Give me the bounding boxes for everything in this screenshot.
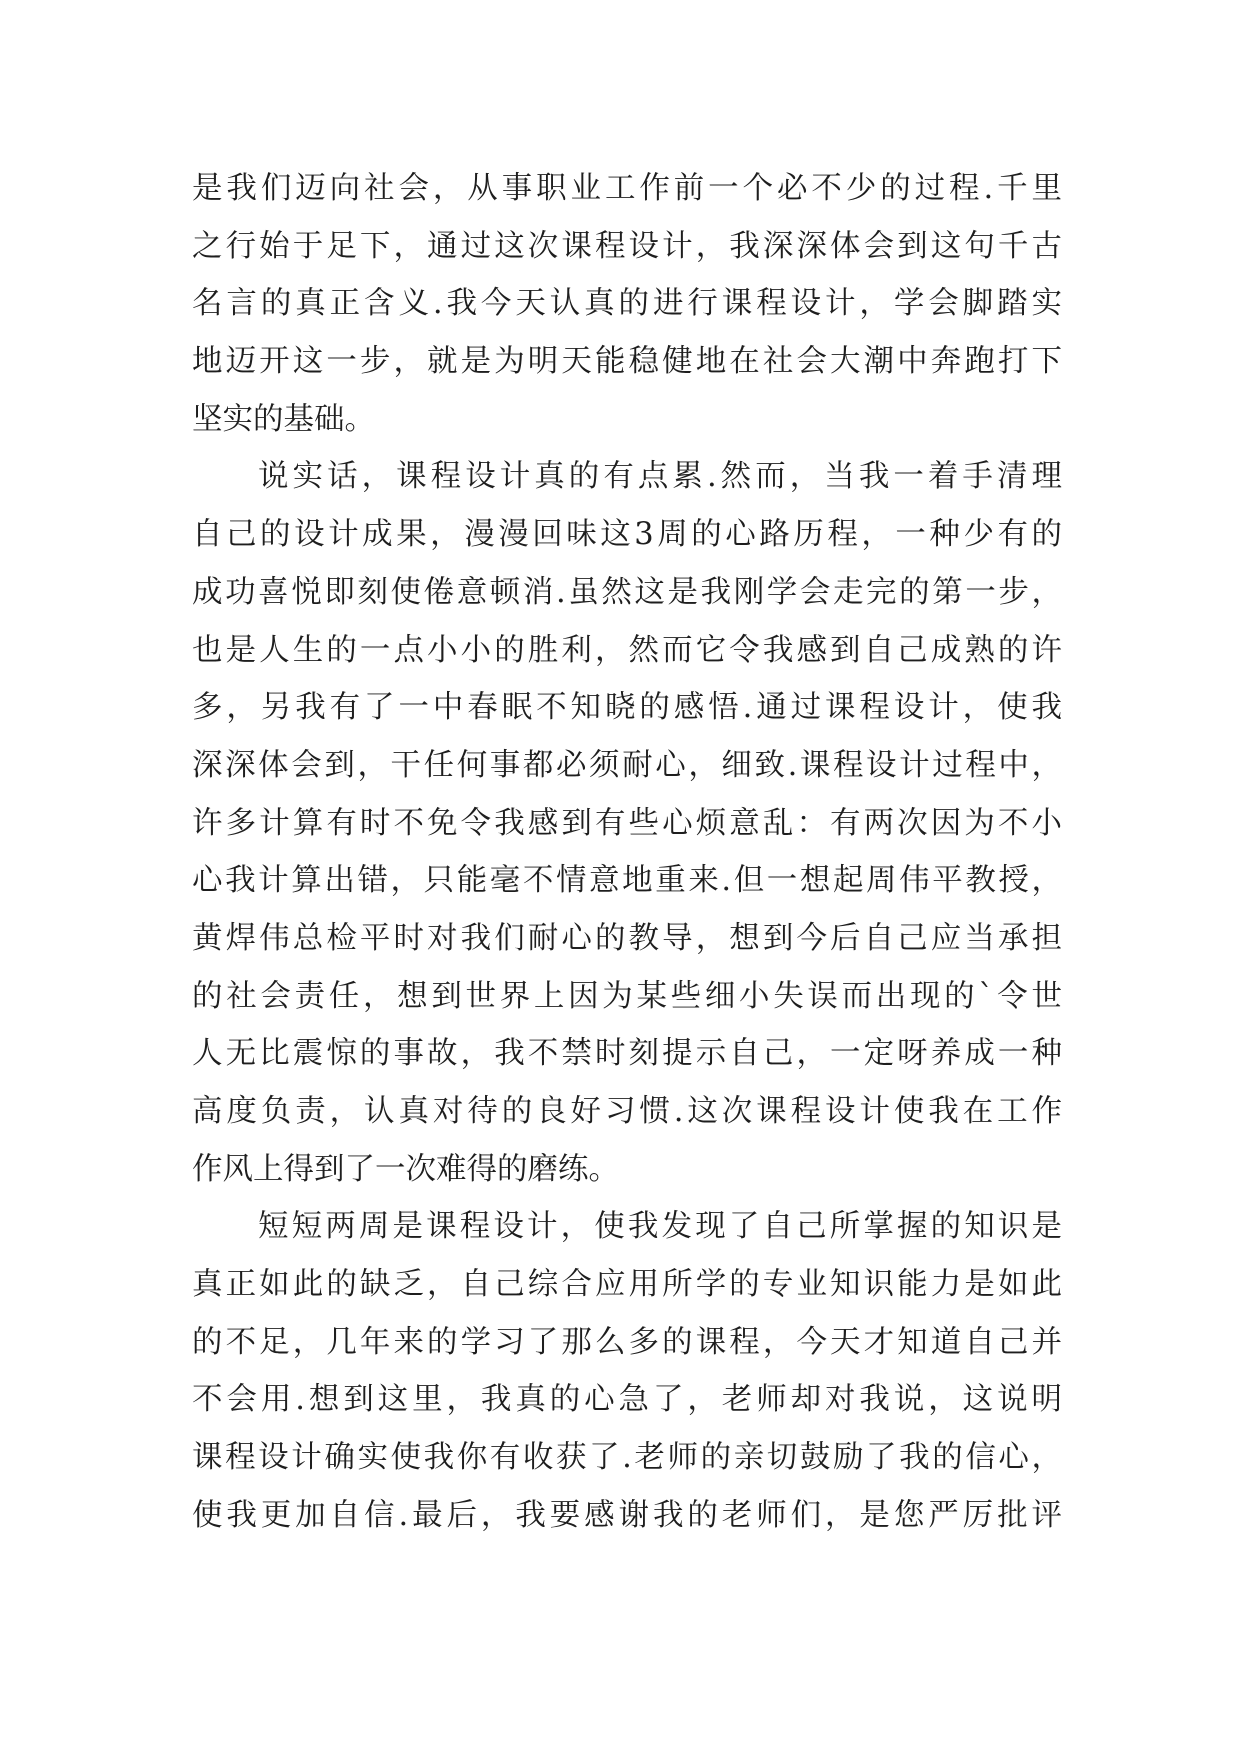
text-line: 多，另我有了一中春眠不知晓的感悟.通过课程设计，使我 bbox=[192, 690, 1062, 726]
document-body bbox=[192, 160, 1062, 1545]
text-line: 说实话，课程设计真的有点累.然而，当我一着手清理 bbox=[258, 459, 1062, 495]
text-line: 真正如此的缺乏，自己综合应用所学的专业知识能力是如此 bbox=[192, 1267, 1062, 1303]
text-line: 高度负责，认真对待的良好习惯.这次课程设计使我在工作 bbox=[192, 1094, 1062, 1129]
text-line: 不会用.想到这里，我真的心急了，老师却对我说，这说明 bbox=[192, 1382, 1062, 1418]
text-line: 作风上得到了一次难得的磨练。 bbox=[192, 1151, 619, 1187]
text-line: 黄焊伟总检平时对我们耐心的教导，想到今后自己应当承担 bbox=[192, 920, 1062, 956]
text-line: 短短两周是课程设计，使我发现了自己所掌握的知识是 bbox=[258, 1209, 1062, 1245]
text-line: 是我们迈向社会，从事职业工作前一个必不少的过程.千里 bbox=[192, 171, 1062, 206]
text-line: 名言的真正含义.我今天认真的进行课程设计，学会脚踏实 bbox=[192, 286, 1062, 322]
text-line: 心我计算出错，只能毫不情意地重来.但一想起周伟平教授， bbox=[192, 863, 1062, 899]
text-line: 坚实的基础。 bbox=[192, 401, 375, 437]
paragraph-3 bbox=[192, 1198, 1062, 1544]
text-line: 也是人生的一点小小的胜利，然而它令我感到自己成熟的许 bbox=[192, 632, 1062, 668]
text-line: 的社会责任，想到世界上因为某些细小失误而出现的`令世 bbox=[192, 978, 1062, 1014]
text-line: 的不足，几年来的学习了那么多的课程，今天才知道自己并 bbox=[192, 1324, 1062, 1360]
paragraph-2 bbox=[192, 448, 1062, 1198]
paragraph-1 bbox=[192, 160, 1062, 448]
text-line: 使我更加自信.最后，我要感谢我的老师们，是您严厉批评 bbox=[192, 1497, 1062, 1533]
text-line: 地迈开这一步，就是为明天能稳健地在社会大潮中奔跑打下 bbox=[192, 344, 1062, 380]
text-line: 自己的设计成果，漫漫回味这3周的心路历程，一种少有的 bbox=[192, 517, 1062, 553]
text-line: 课程设计确实使我你有收获了.老师的亲切鼓励了我的信心， bbox=[192, 1440, 1062, 1476]
text-line: 人无比震惊的事故，我不禁时刻提示自己，一定呀养成一种 bbox=[192, 1036, 1062, 1072]
text-line: 之行始于足下，通过这次课程设计，我深深体会到这句千古 bbox=[192, 228, 1062, 264]
text-line: 许多计算有时不免令我感到有些心烦意乱：有两次因为不小 bbox=[192, 805, 1062, 841]
text-line: 成功喜悦即刻使倦意顿消.虽然这是我刚学会走完的第一步， bbox=[192, 574, 1062, 610]
text-line: 深深体会到，干任何事都必须耐心，细致.课程设计过程中， bbox=[192, 747, 1062, 783]
